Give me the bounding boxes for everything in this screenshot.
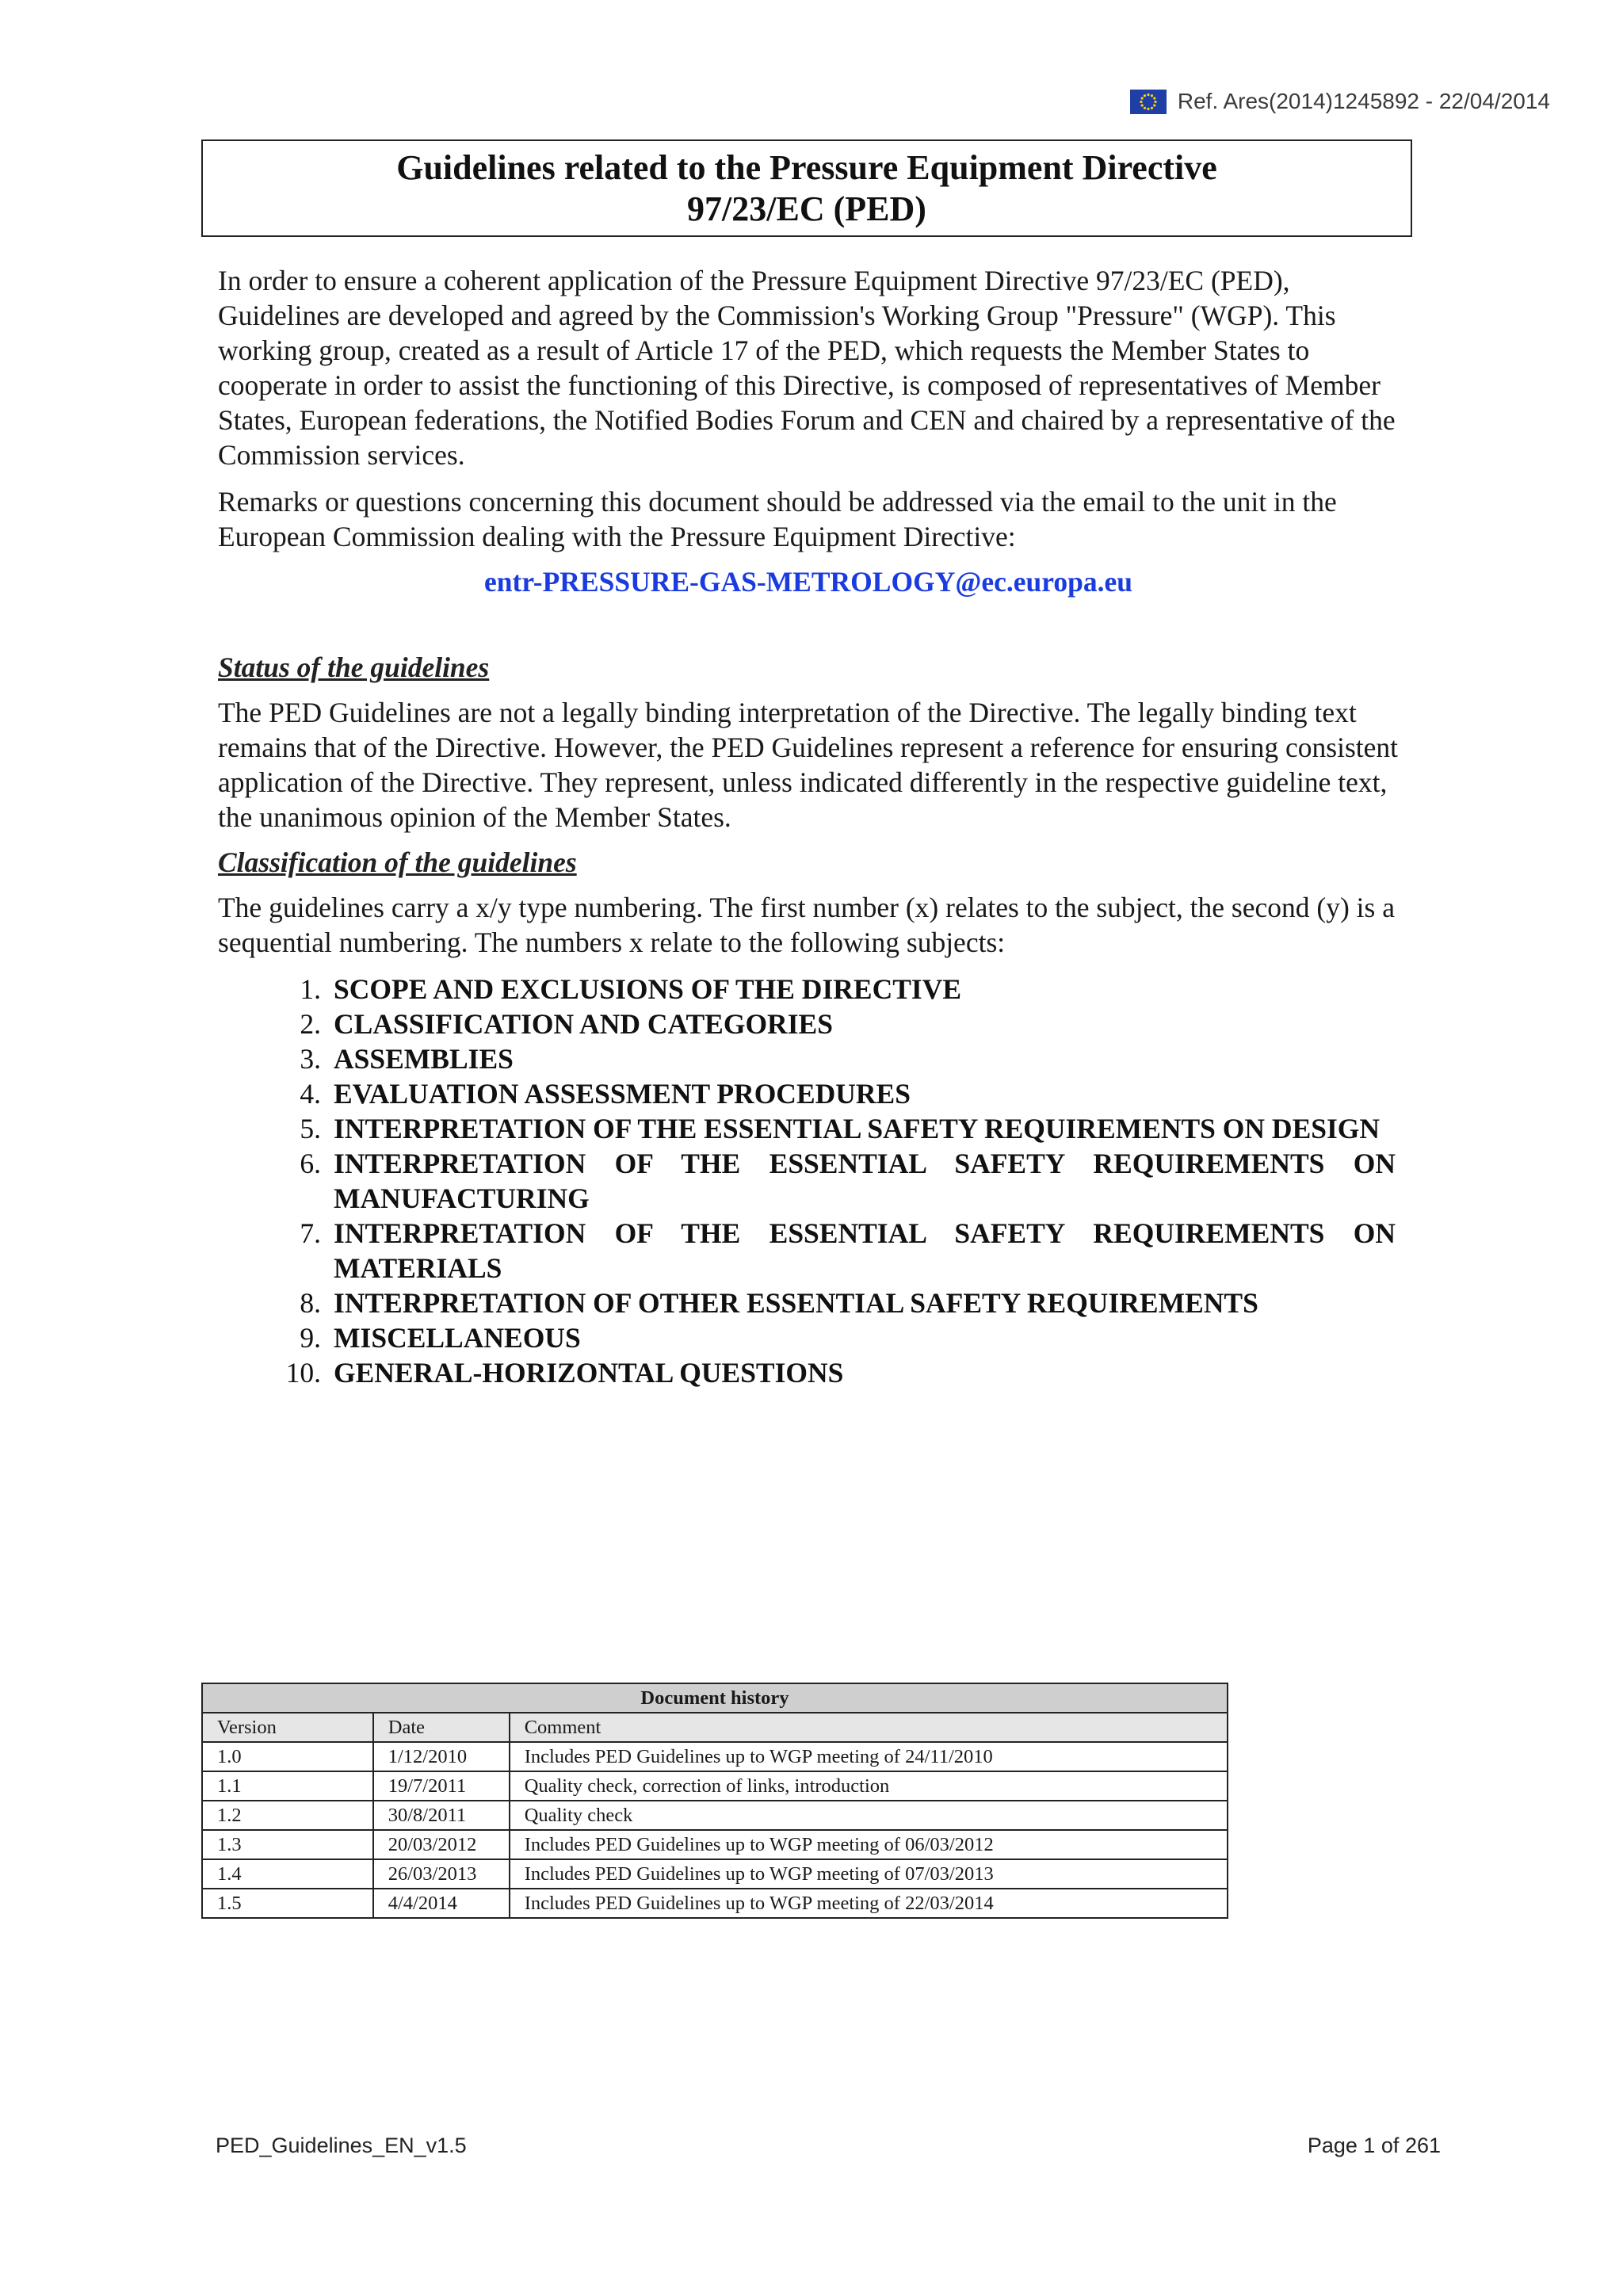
subject-label: INTERPRETATION OF THE ESSENTIAL SAFETY REQUIREMENTS ON DESIGN	[334, 1113, 1381, 1144]
history-date-cell: 1/12/2010	[373, 1742, 510, 1771]
reference-text: Ref. Ares(2014)1245892 - 22/04/2014	[1177, 89, 1550, 113]
subject-number: 4.	[300, 1078, 321, 1110]
subject-number: 2.	[300, 1008, 321, 1040]
subject-label: INTERPRETATION OF OTHER ESSENTIAL SAFETY REQUIREMENTS	[334, 1287, 1258, 1319]
table-row	[202, 1830, 1228, 1859]
table-row	[202, 1771, 1228, 1801]
document-title-box	[201, 139, 1412, 237]
document-title-line-1: Guidelines related to the Pressure Equipment Directive	[396, 147, 1217, 187]
column-header-date: Date	[373, 1713, 510, 1742]
subject-number: 9.	[300, 1322, 321, 1354]
footer-document-name: PED_Guidelines_EN_v1.5	[216, 2134, 467, 2157]
history-date-cell: 19/7/2011	[373, 1771, 510, 1801]
subject-label: CLASSIFICATION AND CATEGORIES	[334, 1008, 833, 1040]
subject-label: SCOPE AND EXCLUSIONS OF THE DIRECTIVE	[334, 973, 962, 1005]
history-version-cell: 1.0	[202, 1742, 373, 1771]
table-row	[202, 1742, 1228, 1771]
history-comment-cell: Includes PED Guidelines up to WGP meeting of 06/03/2012	[510, 1830, 1228, 1859]
subject-list-item	[218, 1216, 1399, 1286]
history-date-cell: 4/4/2014	[373, 1889, 510, 1918]
table-row	[202, 1801, 1228, 1830]
history-date-cell: 26/03/2013	[373, 1859, 510, 1889]
subject-number: 10.	[285, 1357, 321, 1389]
subject-number: 6.	[300, 1148, 321, 1179]
subject-label: INTERPRETATION OF THE ESSENTIAL SAFETY REQUIREMENTS ON MANUFACTURING	[334, 1148, 1396, 1214]
subject-number: 8.	[300, 1287, 321, 1319]
subject-list-item	[218, 1286, 1399, 1320]
history-version-cell: 1.4	[202, 1859, 373, 1889]
column-header-version: Version	[202, 1713, 373, 1742]
subject-number: 5.	[300, 1113, 321, 1144]
eu-flag-icon	[1130, 90, 1167, 114]
contact-email-link[interactable]: entr-PRESSURE-GAS-METROLOGY@ec.europa.eu	[484, 566, 1132, 598]
status-paragraph: The PED Guidelines are not a legally binding interpretation of the Directive. The legally binding text remains that of the Directive. However, the PED Guidelines represent a reference for ensuring consistent application of the Directive. They represent, unless indicated differently in the respective guideline text, the unanimous opinion of the Member States.	[218, 697, 1399, 833]
subject-number: 7.	[300, 1217, 321, 1249]
subject-number: 1.	[300, 973, 321, 1005]
history-comment-cell: Includes PED Guidelines up to WGP meeting of 07/03/2013	[510, 1859, 1228, 1889]
subject-list-item	[218, 972, 1399, 1007]
column-header-comment: Comment	[510, 1713, 1228, 1742]
history-date-cell: 20/03/2012	[373, 1830, 510, 1859]
history-title: Document history	[202, 1683, 1228, 1713]
subject-list-item	[218, 1146, 1399, 1216]
subject-list-item	[218, 1355, 1399, 1390]
subject-label: INTERPRETATION OF THE ESSENTIAL SAFETY REQUIREMENTS ON MATERIALS	[334, 1217, 1396, 1284]
remarks-paragraph: Remarks or questions concerning this document should be addressed via the email to the unit in the European Commission dealing with the Pressure Equipment Directive:	[218, 486, 1337, 552]
history-column-header-row	[202, 1713, 1228, 1742]
subject-label: ASSEMBLIES	[334, 1043, 514, 1075]
status-heading: Status of the guidelines	[218, 651, 490, 683]
document-title-line-2: 97/23/EC (PED)	[687, 189, 926, 228]
subject-label: GENERAL-HORIZONTAL QUESTIONS	[334, 1357, 844, 1389]
subject-list-item	[218, 1076, 1399, 1111]
history-version-cell: 1.3	[202, 1830, 373, 1859]
history-comment-cell: Includes PED Guidelines up to WGP meeting of 24/11/2010	[510, 1742, 1228, 1771]
subject-list-item	[218, 1111, 1399, 1146]
history-comment-cell: Quality check, correction of links, introduction	[510, 1771, 1228, 1801]
history-version-cell: 1.1	[202, 1771, 373, 1801]
subject-label: MISCELLANEOUS	[334, 1322, 581, 1354]
subject-list-item	[218, 1041, 1399, 1076]
table-row	[202, 1859, 1228, 1889]
reference-header	[1130, 87, 1550, 116]
subject-list	[218, 972, 1399, 1390]
history-version-cell: 1.2	[202, 1801, 373, 1830]
history-version-cell: 1.5	[202, 1889, 373, 1918]
history-comment-cell: Includes PED Guidelines up to WGP meeting of 22/03/2014	[510, 1889, 1228, 1918]
document-body	[218, 263, 1399, 1390]
subject-list-item	[218, 1007, 1399, 1041]
classification-heading: Classification of the guidelines	[218, 846, 577, 878]
history-comment-cell: Quality check	[510, 1801, 1228, 1830]
table-row	[202, 1889, 1228, 1918]
intro-paragraph: In order to ensure a coherent application of the Pressure Equipment Directive 97/23/EC (PED), Guidelines are developed and agreed by the Commission's Working Group "Pressure" (WGP). This working group, created as a result of Article 17 of the PED, which requests the Member States to cooperate in order to assist the functioning of this Directive, is composed of representatives of Member States, European federations, the Notified Bodies Forum and CEN and chaired by a representative of the Commission services.	[218, 265, 1396, 471]
footer-page-number: Page 1 of 261	[1307, 2134, 1441, 2157]
subject-number: 3.	[300, 1043, 321, 1075]
subject-label: EVALUATION ASSESSMENT PROCEDURES	[334, 1078, 911, 1110]
subject-list-item	[218, 1320, 1399, 1355]
history-date-cell: 30/8/2011	[373, 1801, 510, 1830]
classification-paragraph: The guidelines carry a x/y type numbering. The first number (x) relates to the subject, the second (y) is a sequential numbering. The numbers x relate to the following subjects:	[218, 892, 1395, 958]
document-history-table	[201, 1683, 1228, 1919]
